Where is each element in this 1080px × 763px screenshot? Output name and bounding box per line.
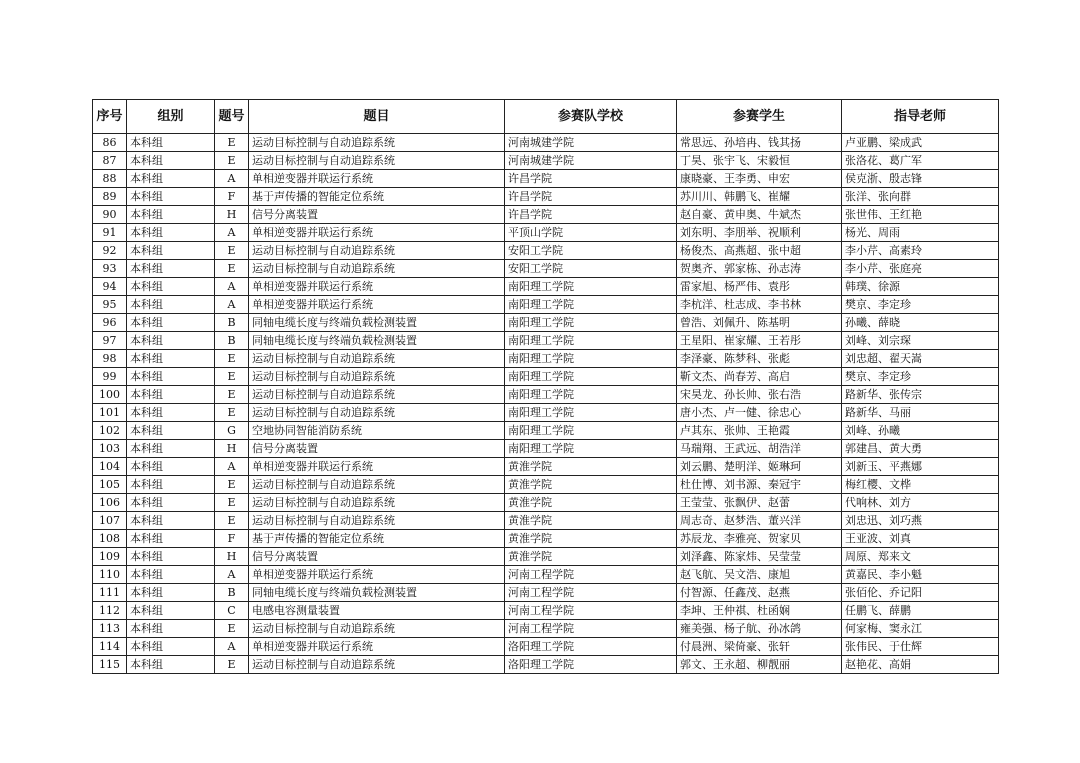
- cell-students: 王莹莹、张飘伊、赵蕾: [677, 494, 842, 512]
- cell-teacher: 刘忠迅、刘巧燕: [842, 512, 999, 530]
- cell-group: 本科组: [127, 584, 215, 602]
- cell-group: 本科组: [127, 422, 215, 440]
- cell-no: 89: [93, 188, 127, 206]
- table-row: [93, 584, 999, 602]
- cell-students: 康晓豪、王李勇、申宏: [677, 170, 842, 188]
- cell-school: 洛阳理工学院: [505, 656, 677, 674]
- cell-students: 赵飞航、吴文浩、康旭: [677, 566, 842, 584]
- cell-title: 运动目标控制与自动追踪系统: [249, 260, 505, 278]
- cell-no: 93: [93, 260, 127, 278]
- cell-problem: E: [215, 242, 249, 260]
- cell-title: 运动目标控制与自动追踪系统: [249, 512, 505, 530]
- cell-problem: E: [215, 512, 249, 530]
- cell-problem: F: [215, 188, 249, 206]
- cell-school: 黄淮学院: [505, 476, 677, 494]
- table-row: [93, 620, 999, 638]
- cell-students: 常思远、孙培冉、钱其扬: [677, 134, 842, 152]
- cell-school: 洛阳理工学院: [505, 638, 677, 656]
- cell-problem: E: [215, 152, 249, 170]
- table-row: [93, 368, 999, 386]
- cell-students: 卢其东、张帅、王艳霞: [677, 422, 842, 440]
- cell-teacher: 赵艳花、高娟: [842, 656, 999, 674]
- cell-teacher: 李小芹、高素玲: [842, 242, 999, 260]
- table-row: [93, 152, 999, 170]
- cell-school: 黄淮学院: [505, 458, 677, 476]
- cell-school: 河南工程学院: [505, 602, 677, 620]
- cell-teacher: 代响林、刘方: [842, 494, 999, 512]
- table-row: [93, 242, 999, 260]
- cell-teacher: 李小芹、张庭亮: [842, 260, 999, 278]
- cell-no: 106: [93, 494, 127, 512]
- table-header: [93, 100, 999, 134]
- cell-students: 雍美强、杨子航、孙冰鸽: [677, 620, 842, 638]
- table-row: [93, 548, 999, 566]
- cell-no: 111: [93, 584, 127, 602]
- cell-no: 101: [93, 404, 127, 422]
- cell-problem: E: [215, 260, 249, 278]
- cell-school: 南阳理工学院: [505, 314, 677, 332]
- cell-group: 本科组: [127, 548, 215, 566]
- cell-teacher: 郭建昌、黄大勇: [842, 440, 999, 458]
- cell-title: 单相逆变器并联运行系统: [249, 224, 505, 242]
- cell-no: 105: [93, 476, 127, 494]
- table-row: [93, 260, 999, 278]
- cell-problem: A: [215, 566, 249, 584]
- cell-teacher: 何家梅、窦永江: [842, 620, 999, 638]
- cell-group: 本科组: [127, 440, 215, 458]
- cell-teacher: 刘忠超、翟天嵩: [842, 350, 999, 368]
- cell-title: 运动目标控制与自动追踪系统: [249, 656, 505, 674]
- cell-teacher: 王亚波、刘真: [842, 530, 999, 548]
- cell-students: 刘云鹏、楚明洋、姬琳珂: [677, 458, 842, 476]
- cell-no: 94: [93, 278, 127, 296]
- cell-problem: C: [215, 602, 249, 620]
- table-row: [93, 386, 999, 404]
- cell-school: 许昌学院: [505, 206, 677, 224]
- cell-title: 单相逆变器并联运行系统: [249, 278, 505, 296]
- cell-title: 单相逆变器并联运行系统: [249, 638, 505, 656]
- cell-teacher: 侯克浙、殷志锋: [842, 170, 999, 188]
- cell-problem: F: [215, 530, 249, 548]
- cell-group: 本科组: [127, 134, 215, 152]
- cell-teacher: 张佰伦、乔记阳: [842, 584, 999, 602]
- cell-teacher: 任鹏飞、薛鹏: [842, 602, 999, 620]
- cell-teacher: 韩璞、徐源: [842, 278, 999, 296]
- cell-school: 南阳理工学院: [505, 404, 677, 422]
- cell-students: 刘东明、李朋举、祝顺利: [677, 224, 842, 242]
- cell-teacher: 路新华、马丽: [842, 404, 999, 422]
- cell-students: 王星阳、崔家耀、王若彤: [677, 332, 842, 350]
- cell-title: 单相逆变器并联运行系统: [249, 170, 505, 188]
- cell-no: 92: [93, 242, 127, 260]
- table-row: [93, 170, 999, 188]
- table-row: [93, 188, 999, 206]
- cell-teacher: 梅红樱、文桦: [842, 476, 999, 494]
- cell-no: 114: [93, 638, 127, 656]
- cell-problem: E: [215, 386, 249, 404]
- cell-school: 南阳理工学院: [505, 296, 677, 314]
- cell-title: 信号分离装置: [249, 548, 505, 566]
- table-body: [93, 134, 999, 674]
- cell-no: 86: [93, 134, 127, 152]
- cell-group: 本科组: [127, 278, 215, 296]
- cell-no: 102: [93, 422, 127, 440]
- cell-school: 许昌学院: [505, 170, 677, 188]
- table-row: [93, 458, 999, 476]
- cell-students: 贺奥齐、郭家栋、孙志涛: [677, 260, 842, 278]
- table-row: [93, 206, 999, 224]
- cell-students: 李坤、王仲祺、杜函娴: [677, 602, 842, 620]
- table-row: [93, 638, 999, 656]
- cell-problem: A: [215, 638, 249, 656]
- cell-title: 基于声传播的智能定位系统: [249, 530, 505, 548]
- cell-group: 本科组: [127, 638, 215, 656]
- cell-group: 本科组: [127, 404, 215, 422]
- cell-problem: A: [215, 170, 249, 188]
- cell-school: 安阳工学院: [505, 260, 677, 278]
- table-row: [93, 224, 999, 242]
- cell-teacher: 樊京、李定珍: [842, 296, 999, 314]
- cell-students: 丁昊、张宇飞、宋毅恒: [677, 152, 842, 170]
- table-row: [93, 440, 999, 458]
- cell-group: 本科组: [127, 296, 215, 314]
- results-table: [92, 99, 999, 674]
- cell-no: 113: [93, 620, 127, 638]
- cell-group: 本科组: [127, 152, 215, 170]
- cell-students: 苏川川、韩鹏飞、崔耀: [677, 188, 842, 206]
- cell-no: 99: [93, 368, 127, 386]
- cell-group: 本科组: [127, 530, 215, 548]
- cell-no: 97: [93, 332, 127, 350]
- cell-school: 南阳理工学院: [505, 278, 677, 296]
- header-title: 题目: [249, 100, 505, 134]
- cell-students: 付晨洲、梁倚豪、张轩: [677, 638, 842, 656]
- cell-school: 南阳理工学院: [505, 368, 677, 386]
- table-row: [93, 296, 999, 314]
- cell-title: 同轴电缆长度与终端负载检测装置: [249, 332, 505, 350]
- cell-title: 同轴电缆长度与终端负载检测装置: [249, 584, 505, 602]
- cell-school: 河南工程学院: [505, 566, 677, 584]
- cell-group: 本科组: [127, 260, 215, 278]
- cell-school: 河南工程学院: [505, 584, 677, 602]
- cell-teacher: 路新华、张传宗: [842, 386, 999, 404]
- table-row: [93, 566, 999, 584]
- header-no: 序号: [93, 100, 127, 134]
- cell-teacher: 张洋、张向群: [842, 188, 999, 206]
- cell-group: 本科组: [127, 170, 215, 188]
- cell-problem: E: [215, 494, 249, 512]
- cell-problem: B: [215, 332, 249, 350]
- cell-title: 运动目标控制与自动追踪系统: [249, 494, 505, 512]
- cell-no: 90: [93, 206, 127, 224]
- cell-teacher: 张伟民、于仕辉: [842, 638, 999, 656]
- cell-title: 运动目标控制与自动追踪系统: [249, 386, 505, 404]
- table-row: [93, 512, 999, 530]
- cell-group: 本科组: [127, 314, 215, 332]
- cell-problem: E: [215, 350, 249, 368]
- cell-no: 110: [93, 566, 127, 584]
- cell-school: 河南城建学院: [505, 134, 677, 152]
- cell-students: 宋昊龙、孙长帅、张右浩: [677, 386, 842, 404]
- cell-problem: E: [215, 134, 249, 152]
- table-row: [93, 134, 999, 152]
- cell-students: 李杭洋、杜志成、李书林: [677, 296, 842, 314]
- header-school: 参赛队学校: [505, 100, 677, 134]
- cell-problem: H: [215, 206, 249, 224]
- cell-teacher: 张世伟、王红艳: [842, 206, 999, 224]
- cell-group: 本科组: [127, 332, 215, 350]
- cell-teacher: 张洛花、葛广军: [842, 152, 999, 170]
- cell-group: 本科组: [127, 620, 215, 638]
- cell-no: 95: [93, 296, 127, 314]
- cell-no: 115: [93, 656, 127, 674]
- cell-school: 南阳理工学院: [505, 422, 677, 440]
- cell-title: 运动目标控制与自动追踪系统: [249, 620, 505, 638]
- cell-group: 本科组: [127, 206, 215, 224]
- cell-school: 南阳理工学院: [505, 386, 677, 404]
- table-row: [93, 404, 999, 422]
- cell-group: 本科组: [127, 656, 215, 674]
- cell-students: 李泽豪、陈梦科、张彪: [677, 350, 842, 368]
- header-teacher: 指导老师: [842, 100, 999, 134]
- cell-problem: H: [215, 440, 249, 458]
- table-row: [93, 494, 999, 512]
- cell-title: 运动目标控制与自动追踪系统: [249, 368, 505, 386]
- cell-no: 98: [93, 350, 127, 368]
- cell-problem: E: [215, 368, 249, 386]
- cell-teacher: 刘新玉、平燕娜: [842, 458, 999, 476]
- cell-students: 雷家旭、杨严伟、袁彤: [677, 278, 842, 296]
- cell-title: 基于声传播的智能定位系统: [249, 188, 505, 206]
- cell-school: 许昌学院: [505, 188, 677, 206]
- table-row: [93, 332, 999, 350]
- cell-teacher: 孙曦、薛晓: [842, 314, 999, 332]
- cell-no: 107: [93, 512, 127, 530]
- cell-teacher: 卢亚鹏、梁成武: [842, 134, 999, 152]
- cell-problem: E: [215, 656, 249, 674]
- cell-teacher: 刘峰、刘宗琛: [842, 332, 999, 350]
- cell-group: 本科组: [127, 242, 215, 260]
- cell-school: 黄淮学院: [505, 494, 677, 512]
- cell-title: 信号分离装置: [249, 206, 505, 224]
- cell-school: 黄淮学院: [505, 530, 677, 548]
- table-row: [93, 602, 999, 620]
- cell-school: 安阳工学院: [505, 242, 677, 260]
- table-row: [93, 278, 999, 296]
- cell-no: 88: [93, 170, 127, 188]
- cell-title: 单相逆变器并联运行系统: [249, 566, 505, 584]
- cell-group: 本科组: [127, 188, 215, 206]
- cell-students: 郭文、王永超、柳靓丽: [677, 656, 842, 674]
- header-group: 组别: [127, 100, 215, 134]
- cell-title: 单相逆变器并联运行系统: [249, 296, 505, 314]
- header-problem: 题号: [215, 100, 249, 134]
- cell-no: 100: [93, 386, 127, 404]
- cell-school: 南阳理工学院: [505, 350, 677, 368]
- cell-school: 河南城建学院: [505, 152, 677, 170]
- cell-teacher: 黄嘉民、李小魁: [842, 566, 999, 584]
- cell-school: 南阳理工学院: [505, 332, 677, 350]
- table-row: [93, 656, 999, 674]
- table-row: [93, 530, 999, 548]
- cell-title: 运动目标控制与自动追踪系统: [249, 134, 505, 152]
- cell-title: 空地协同智能消防系统: [249, 422, 505, 440]
- cell-title: 单相逆变器并联运行系统: [249, 458, 505, 476]
- cell-title: 信号分离装置: [249, 440, 505, 458]
- cell-problem: B: [215, 314, 249, 332]
- cell-students: 周志奇、赵梦浩、董兴洋: [677, 512, 842, 530]
- cell-problem: E: [215, 620, 249, 638]
- cell-title: 运动目标控制与自动追踪系统: [249, 242, 505, 260]
- cell-students: 赵自豪、黄申奥、牛斌杰: [677, 206, 842, 224]
- cell-students: 杜仕博、刘书源、秦冠宇: [677, 476, 842, 494]
- cell-no: 108: [93, 530, 127, 548]
- cell-title: 运动目标控制与自动追踪系统: [249, 152, 505, 170]
- cell-problem: A: [215, 458, 249, 476]
- cell-title: 运动目标控制与自动追踪系统: [249, 350, 505, 368]
- header-row: [93, 100, 999, 134]
- cell-title: 同轴电缆长度与终端负载检测装置: [249, 314, 505, 332]
- table-row: [93, 422, 999, 440]
- cell-school: 黄淮学院: [505, 548, 677, 566]
- cell-students: 靳文杰、尚春芳、高启: [677, 368, 842, 386]
- cell-problem: B: [215, 584, 249, 602]
- cell-no: 109: [93, 548, 127, 566]
- cell-students: 唐小杰、卢一健、徐忠心: [677, 404, 842, 422]
- cell-teacher: 刘峰、孙曦: [842, 422, 999, 440]
- cell-teacher: 杨光、周雨: [842, 224, 999, 242]
- cell-group: 本科组: [127, 458, 215, 476]
- cell-problem: A: [215, 296, 249, 314]
- cell-no: 112: [93, 602, 127, 620]
- cell-problem: E: [215, 404, 249, 422]
- cell-students: 付智源、任鑫茂、赵燕: [677, 584, 842, 602]
- cell-no: 96: [93, 314, 127, 332]
- cell-students: 刘泽鑫、陈家炜、吴莹莹: [677, 548, 842, 566]
- cell-group: 本科组: [127, 494, 215, 512]
- table-row: [93, 350, 999, 368]
- cell-no: 103: [93, 440, 127, 458]
- cell-group: 本科组: [127, 386, 215, 404]
- header-students: 参赛学生: [677, 100, 842, 134]
- table-row: [93, 476, 999, 494]
- cell-teacher: 樊京、李定珍: [842, 368, 999, 386]
- cell-group: 本科组: [127, 566, 215, 584]
- cell-school: 河南工程学院: [505, 620, 677, 638]
- cell-problem: A: [215, 278, 249, 296]
- cell-group: 本科组: [127, 512, 215, 530]
- cell-problem: E: [215, 476, 249, 494]
- cell-students: 曾浩、刘佩升、陈基明: [677, 314, 842, 332]
- cell-problem: G: [215, 422, 249, 440]
- cell-title: 运动目标控制与自动追踪系统: [249, 476, 505, 494]
- cell-school: 南阳理工学院: [505, 440, 677, 458]
- cell-students: 马瑞翔、王武远、胡浩洋: [677, 440, 842, 458]
- cell-problem: H: [215, 548, 249, 566]
- table-row: [93, 314, 999, 332]
- cell-no: 104: [93, 458, 127, 476]
- cell-title: 运动目标控制与自动追踪系统: [249, 404, 505, 422]
- cell-no: 87: [93, 152, 127, 170]
- cell-group: 本科组: [127, 224, 215, 242]
- cell-teacher: 周原、郑来文: [842, 548, 999, 566]
- cell-school: 平顶山学院: [505, 224, 677, 242]
- cell-group: 本科组: [127, 350, 215, 368]
- cell-no: 91: [93, 224, 127, 242]
- cell-students: 苏辰龙、李雅亮、贺家贝: [677, 530, 842, 548]
- cell-group: 本科组: [127, 368, 215, 386]
- cell-group: 本科组: [127, 602, 215, 620]
- cell-school: 黄淮学院: [505, 512, 677, 530]
- cell-students: 杨俊杰、高燕超、张中超: [677, 242, 842, 260]
- cell-title: 电感电容测量装置: [249, 602, 505, 620]
- cell-problem: A: [215, 224, 249, 242]
- cell-group: 本科组: [127, 476, 215, 494]
